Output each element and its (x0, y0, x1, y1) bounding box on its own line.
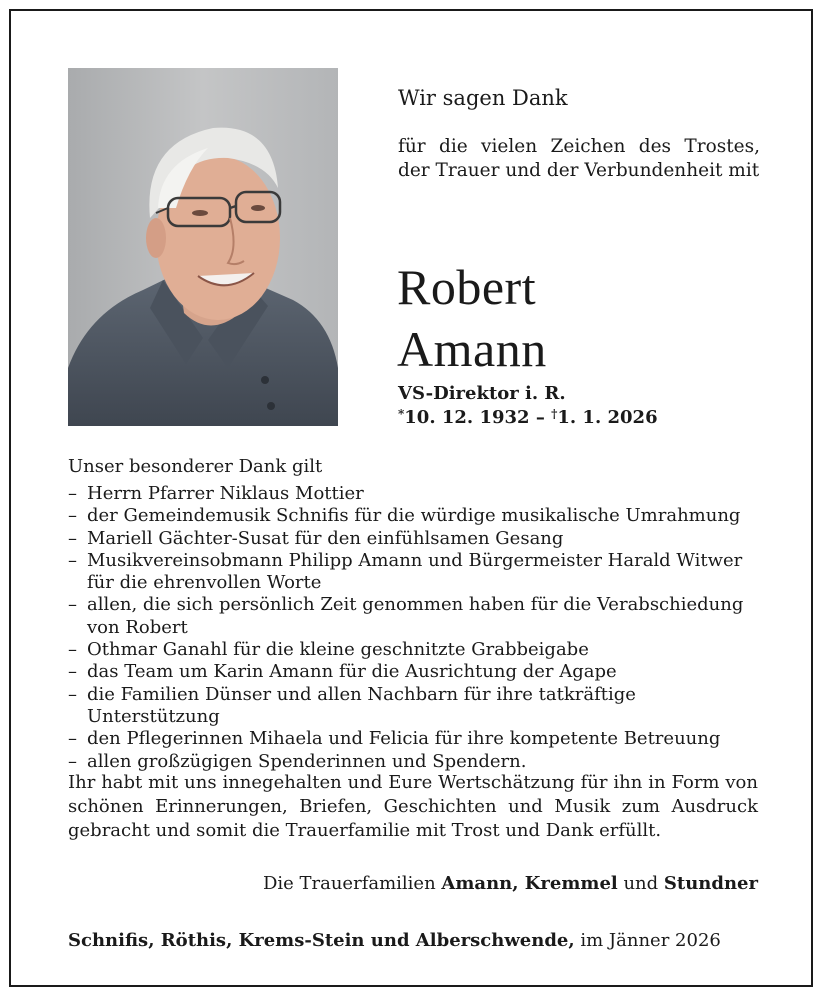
portrait-illustration (68, 68, 338, 426)
life-dates (398, 407, 658, 428)
thanks-intro: für die vielen Zeichen des Trostes, der Trauer und der Verbundenheit mit (398, 136, 760, 181)
deceased-role: VS-Direktor i. R. (398, 383, 566, 404)
place-date: im Jänner 2026 (574, 930, 721, 951)
signature-prefix: Die Trauerfamilien (262, 873, 442, 894)
first-name: Robert (397, 259, 537, 315)
gratitude-item: – Herrn Pfarrer Niklaus Mottier (68, 483, 758, 505)
birth-date: 10. 12. 1932 (404, 407, 530, 428)
gratitude-item: – Musikvereinsobmann Philipp Amann und Bürgermeister Harald Witwer für die ehrenvollen Worte (68, 550, 758, 595)
gratitude-item: – Othmar Ganahl für die kleine geschnitzte Grabbeigabe (68, 639, 758, 661)
gratitude-item: – Mariell Gächter-Susat für den einfühlsamen Gesang (68, 528, 758, 550)
gratitude-item: – allen großzügigen Spenderinnen und Spendern. (68, 751, 758, 773)
place-and-date (68, 930, 721, 951)
gratitude-item: – den Pflegerinnen Mihaela und Felicia für ihre kompetente Betreuung (68, 728, 758, 750)
portrait-photo (68, 68, 338, 426)
death-symbol: † (551, 407, 558, 421)
deceased-name (397, 256, 547, 380)
thanks-title: Wir sagen Dank (398, 86, 568, 110)
closing-paragraph: Ihr habt mit uns innegehalten und Eure Wertschätzung für ihn in Form von schönen Erinnerungen, Briefen, Geschichten und Musik zum Ausdruck gebracht und somit die Trauerfamilie mit Trost und Dank erfüllt. (68, 772, 758, 841)
place-locations: Schnifis, Röthis, Krems-Stein und Alberschwende, (68, 930, 575, 951)
gratitude-item: – die Familien Dünser und allen Nachbarn für ihre tatkräftige Unterstützung (68, 684, 758, 729)
gratitude-heading: Unser besonderer Dank gilt (68, 456, 323, 477)
signature-family-1: Amann, Kremmel (441, 873, 618, 894)
birth-symbol: * (398, 407, 405, 421)
gratitude-item: – der Gemeindemusik Schnifis für die würdige musikalische Umrahmung (68, 505, 758, 527)
date-separator: – (529, 407, 552, 428)
death-date: 1. 1. 2026 (557, 407, 658, 428)
gratitude-item: – allen, die sich persönlich Zeit genommen haben für die Verabschiedung von Robert (68, 594, 758, 639)
signature-family-2: Stundner (663, 873, 758, 894)
gratitude-list (68, 483, 758, 773)
family-signature (263, 873, 758, 894)
last-name: Amann (397, 321, 547, 377)
gratitude-item: – das Team um Karin Amann für die Ausrichtung der Agape (68, 661, 758, 683)
signature-conjunction: und (617, 873, 664, 894)
